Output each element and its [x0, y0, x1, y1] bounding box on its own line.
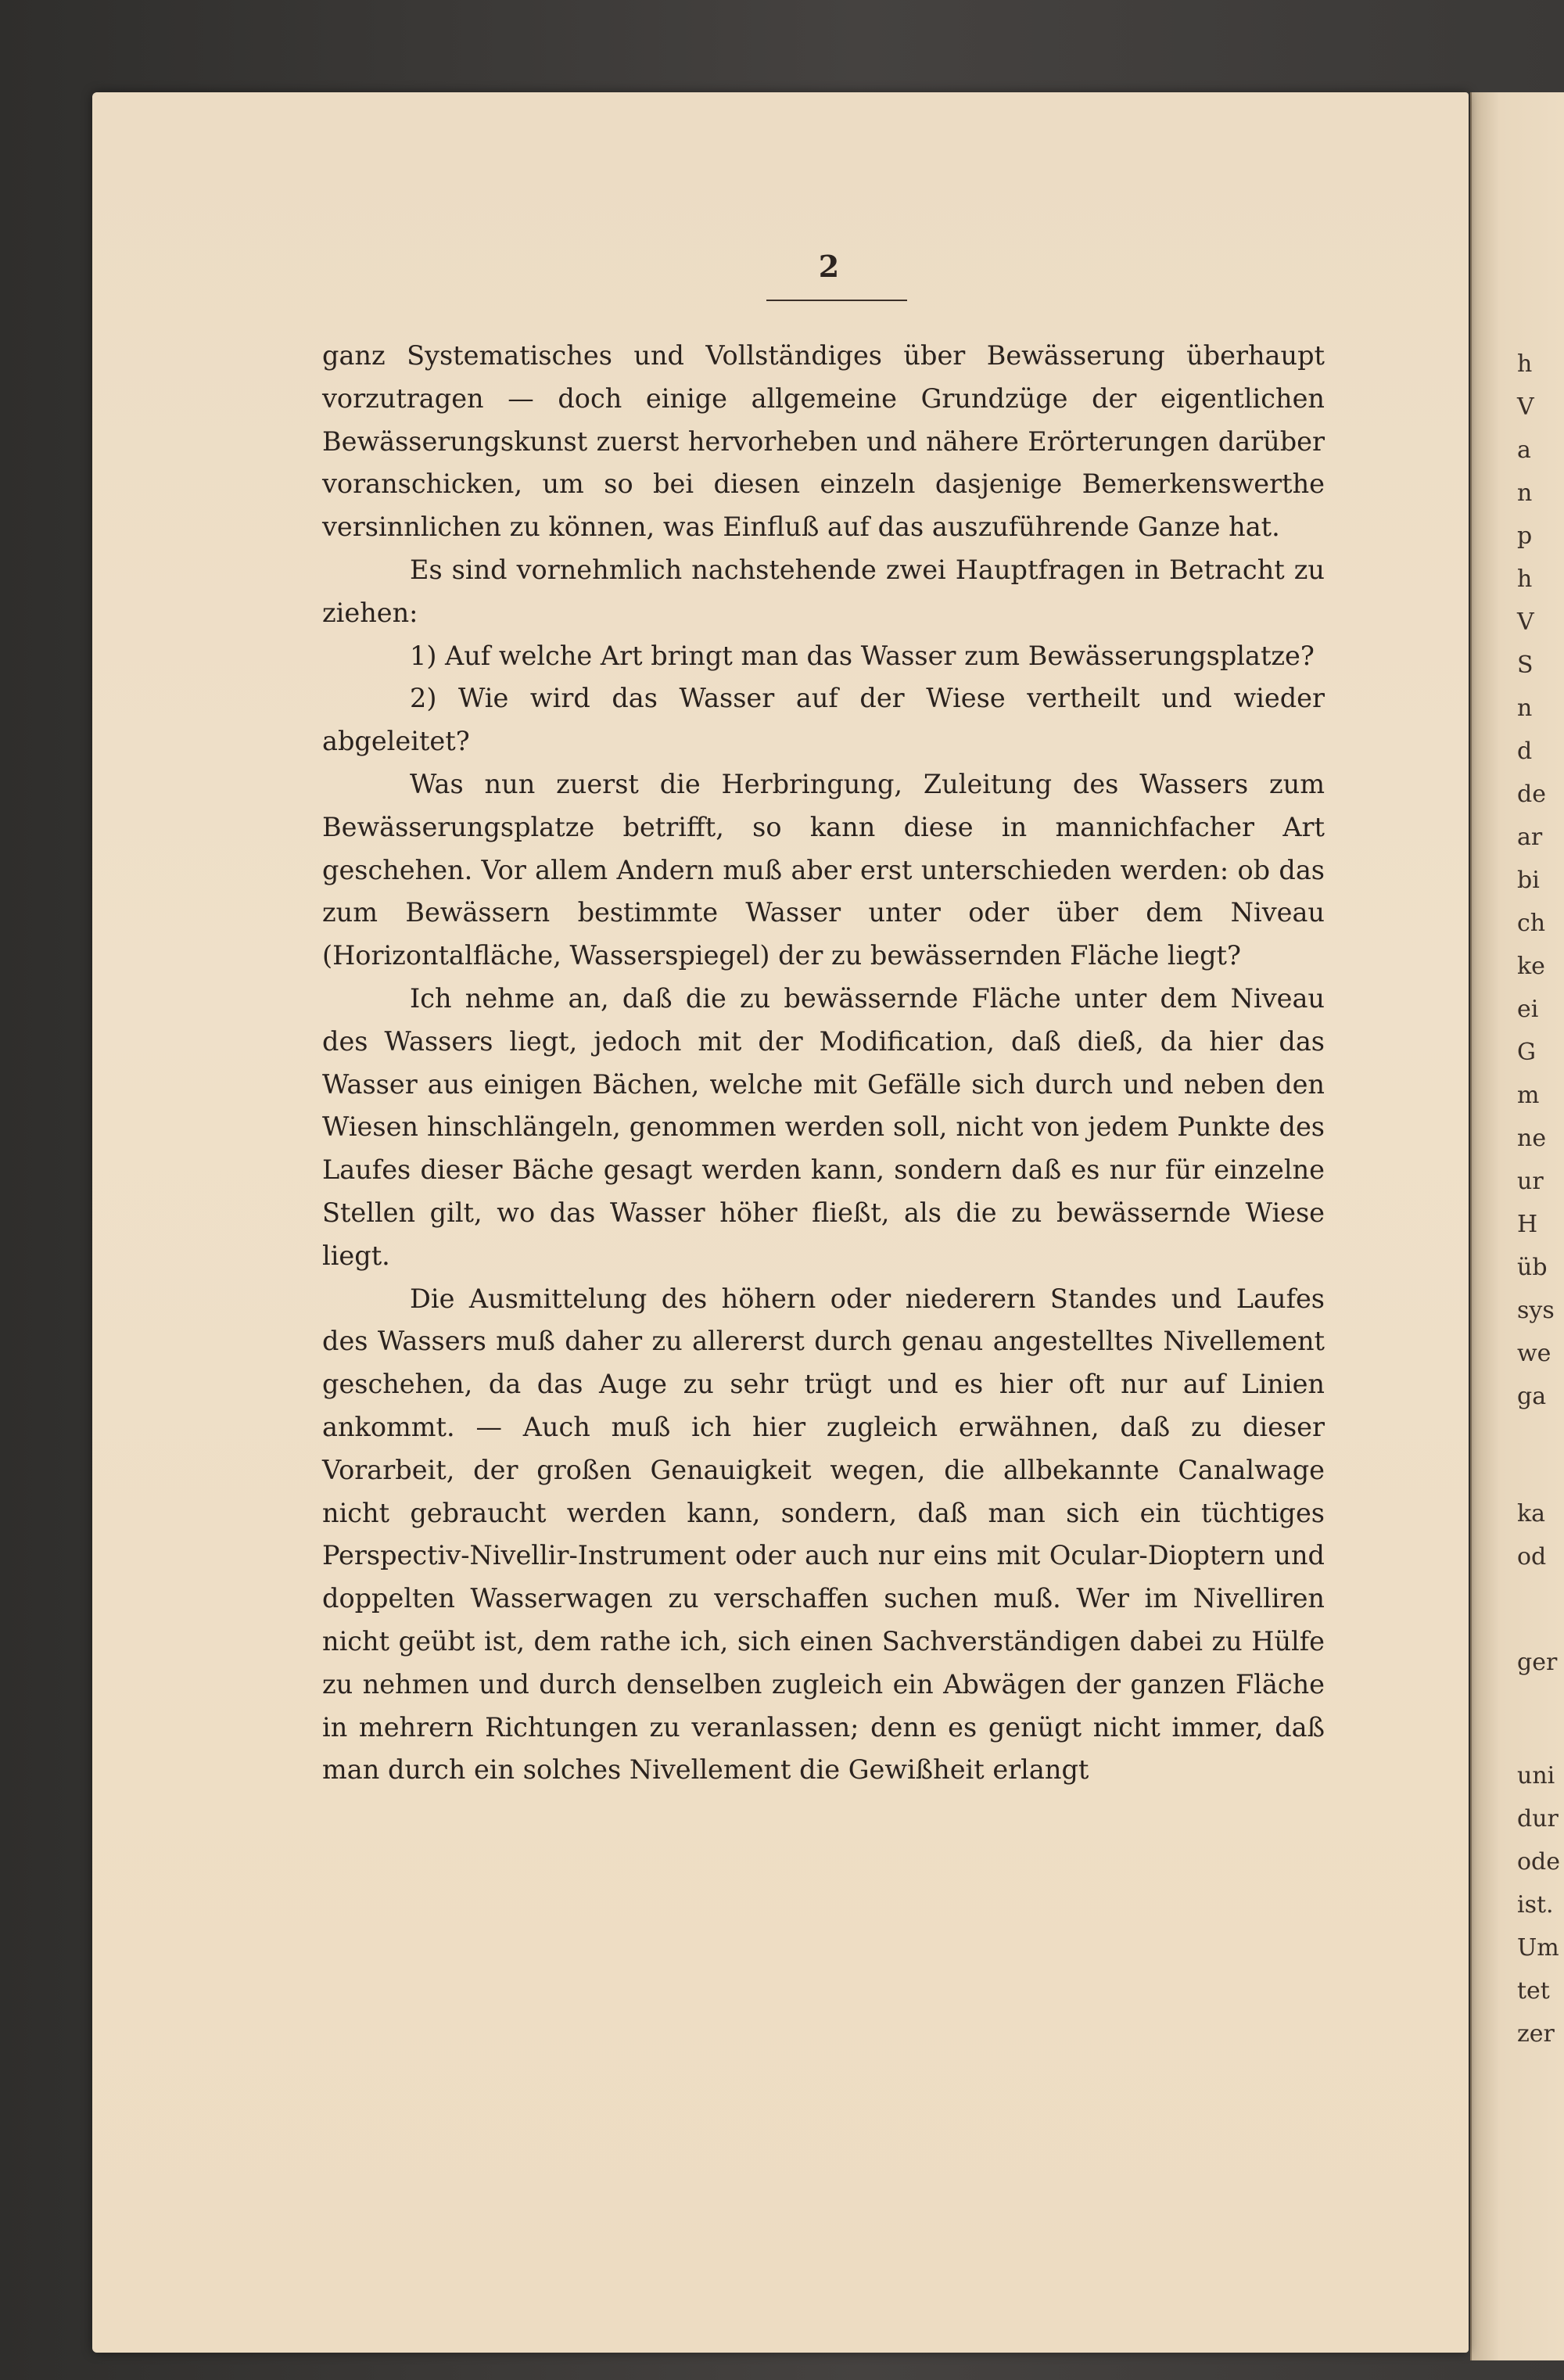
- facing-page-fragment: h: [1517, 565, 1533, 593]
- facing-page-fragment: ger: [1517, 1649, 1558, 1676]
- paragraph-water-supply: Was nun zuerst die Herbringung, Zuleitung des Wassers zum Bewässerungsplatze betrifft, so kann diese in mannichfacher Art geschehen. Vor allem Andern muß aber erst unterschieden werden: ob das zum Bewässern bestimmte Wasser unter oder über dem Niveau (Horizontalfläche, Wasserspiegel) der zu bewässernden Fläche liegt?: [322, 768, 1325, 971]
- facing-page-fragment: h: [1517, 350, 1533, 378]
- facing-page-fragment: bi: [1517, 867, 1540, 894]
- question-2: 2) Wie wird das Wasser auf der Wiese vertheilt und wieder abgeleitet?: [322, 683, 1325, 757]
- facing-page-edge: [1470, 92, 1564, 2360]
- facing-page-fragment: ke: [1517, 953, 1545, 980]
- facing-page-fragment: ei: [1517, 996, 1539, 1023]
- facing-page-fragment: od: [1517, 1543, 1547, 1571]
- facing-page-fragment: ar: [1517, 824, 1543, 851]
- facing-page-fragment: we: [1517, 1340, 1551, 1367]
- facing-page-fragment: dur: [1517, 1805, 1559, 1833]
- paragraph-main-questions: Es sind vornehmlich nachstehende zwei Hauptfragen in Betracht zu ziehen:: [322, 554, 1325, 628]
- facing-page-fragment: V: [1517, 393, 1534, 421]
- paragraph-water-level: Ich nehme an, daß die zu bewässernde Fläche unter dem Niveau des Wassers liegt, jedoch mit der Modification, daß dieß, da hier das Wasser aus einigen Bächen, welche mit Gefälle sich durch und neben den Wiesen hinschlängeln, genommen werden soll, nicht von jedem Punkte des Laufes dieser Bäche gesagt werden kann, sondern daß es nur für einzelne Stellen gilt, wo das Wasser höher fließt, als die zu bewässernde Wiese liegt.: [322, 982, 1325, 1271]
- facing-page-fragment: ch: [1517, 910, 1546, 937]
- facing-page-fragment: ga: [1517, 1383, 1547, 1410]
- facing-page-fragment: p: [1517, 522, 1533, 550]
- facing-page-fragment: sys: [1517, 1297, 1555, 1324]
- facing-page-fragment: n: [1517, 695, 1533, 722]
- paragraph-levelling: Die Ausmittelung des höhern oder niederern Standes und Laufes des Wassers muß daher zu allererst durch genau angestelltes Nivellement geschehen, da das Auge zu sehr trügt und es hier oft nur auf Linien ankommt. — Auch muß ich hier zugleich erwähnen, daß zu dieser Vorarbeit, der großen Genauigkeit wegen, die allbekannte Canalwage nicht gebraucht werden kann, sondern, daß man sich ein tüchtiges Perspectiv-Nivellir-Instrument oder auch nur eins mit Ocular-Dioptern und doppelten Wasserwagen zu verschaffen suchen muß. Wer im Nivelliren nicht geübt ist, dem rathe ich, sich einen Sachverständigen dabei zu Hülfe zu nehmen und durch denselben zugleich ein Abwägen der ganzen Fläche in mehrern Richtungen zu veranlassen; denn es genügt nicht immer, daß man durch ein solches Nivellement die Gewißheit erlangt: [322, 1283, 1325, 1786]
- page-number: 2: [818, 249, 840, 284]
- facing-page-fragment: zer: [1517, 2020, 1555, 2048]
- facing-page-fragment: ist.: [1517, 1891, 1554, 1919]
- facing-page-fragment: H: [1517, 1211, 1538, 1238]
- facing-page-fragment: G: [1517, 1039, 1536, 1066]
- facing-page-fragment: ur: [1517, 1168, 1544, 1195]
- facing-page-fragment: ne: [1517, 1125, 1547, 1152]
- facing-page-fragment: a: [1517, 436, 1531, 464]
- facing-page-fragment: d: [1517, 738, 1533, 765]
- facing-page-fragment: n: [1517, 479, 1533, 507]
- facing-page-fragment: tet: [1517, 1977, 1550, 2005]
- body-text: [322, 335, 1325, 1792]
- facing-page-fragment: ka: [1517, 1500, 1546, 1527]
- facing-page-fragment: S: [1517, 652, 1534, 679]
- facing-page-fragment: Um: [1517, 1934, 1559, 1962]
- paragraph-continuation: ganz Systematisches und Vollständiges über Bewässerung überhaupt vorzutragen — doch einige allgemeine Grundzüge der eigentlichen Bewässerungskunst zuerst hervorheben und nähere Erörterungen darüber voranschicken, um so bei diesen einzeln dasjenige Bemerkenswerthe versinnlichen zu können, was Einfluß auf das auszuführende Ganze hat.: [322, 340, 1325, 543]
- page-number-rule: [766, 300, 907, 301]
- facing-page-fragment: üb: [1517, 1254, 1548, 1281]
- facing-page-fragment: uni: [1517, 1762, 1555, 1789]
- facing-page-fragment: V: [1517, 608, 1534, 636]
- question-1: 1) Auf welche Art bringt man das Wasser zum Bewässerungsplatze?: [410, 640, 1315, 671]
- facing-page-fragment: m: [1517, 1082, 1540, 1109]
- facing-page-fragment: de: [1517, 781, 1546, 808]
- facing-page-fragment: ode: [1517, 1848, 1561, 1876]
